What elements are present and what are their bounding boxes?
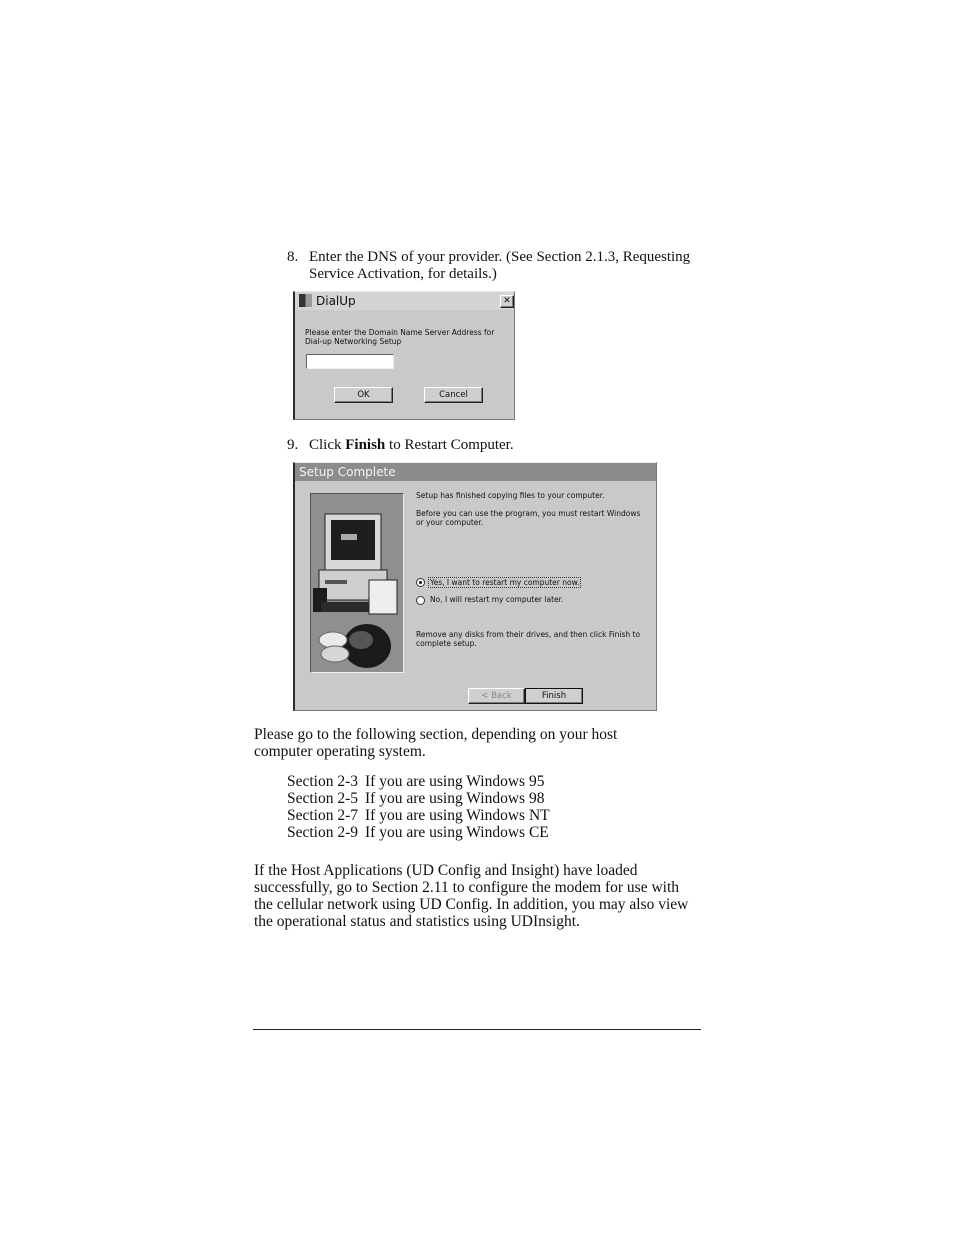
step-8 bbox=[287, 249, 707, 285]
section-row: Section 2-3 If you are using Windows 95 bbox=[287, 773, 545, 790]
back-button[interactable]: < Back bbox=[468, 688, 525, 704]
step-9 bbox=[287, 437, 707, 455]
finish-bold: Finish bbox=[345, 437, 386, 453]
computer-icon bbox=[311, 494, 403, 672]
ok-button[interactable]: OK bbox=[334, 387, 393, 403]
closing-paragraph: If the Host Applications (UD Config and Insight) have loaded successfully, go to Section 2.11 to configure the modem for use with the cellular network using UD Config. In addition, you may also view the operational status and statistics using UDInsight. bbox=[254, 862, 689, 930]
step-number: 8. bbox=[287, 249, 299, 265]
intro-paragraph: Please go to the following section, depending on your host computer operating system. bbox=[254, 726, 618, 760]
radio-yes-row[interactable] bbox=[416, 577, 656, 588]
close-icon: ✕ bbox=[503, 296, 511, 306]
cancel-button[interactable]: Cancel bbox=[424, 387, 483, 403]
footer-rule bbox=[253, 1029, 701, 1030]
finish-button[interactable]: Finish bbox=[525, 688, 583, 704]
setup-line-1: Setup has finished copying files to your computer. bbox=[416, 491, 605, 500]
setup-complete-dialog bbox=[293, 462, 657, 711]
step-number: 9. bbox=[287, 437, 299, 453]
dns-input[interactable] bbox=[306, 354, 394, 369]
app-icon bbox=[299, 294, 312, 307]
section-row: Section 2-9 If you are using Windows CE bbox=[287, 824, 549, 841]
section-row: Section 2-5 If you are using Windows 98 bbox=[287, 790, 545, 807]
setup-line-2: Before you can use the program, you must restart Windows or your computer. bbox=[416, 509, 641, 527]
radio-no-row[interactable] bbox=[416, 595, 656, 606]
step-text: Click Finish to Restart Computer. bbox=[309, 437, 514, 453]
dialog-title: Setup Complete bbox=[299, 465, 396, 479]
dialog-title: DialUp bbox=[316, 294, 356, 308]
dialup-dialog bbox=[293, 291, 515, 420]
section-row: Section 2-7 If you are using Windows NT bbox=[287, 807, 550, 824]
radio-no[interactable] bbox=[416, 596, 425, 605]
setup-illustration bbox=[310, 493, 404, 673]
setup-titlebar bbox=[295, 463, 656, 481]
setup-line-3: Remove any disks from their drives, and then click Finish to complete setup. bbox=[416, 630, 641, 648]
dns-prompt: Please enter the Domain Name Server Address for Dial-up Networking Setup bbox=[305, 328, 495, 346]
radio-yes[interactable] bbox=[416, 578, 425, 587]
close-button[interactable] bbox=[500, 295, 514, 308]
radio-yes-label: Yes, I want to restart my computer now. bbox=[430, 578, 580, 587]
dialup-titlebar bbox=[295, 292, 514, 310]
step-text: Enter the DNS of your provider. (See Section 2.1.3, Requesting Service Activation, for details.) bbox=[309, 249, 691, 282]
radio-no-label: No, I will restart my computer later. bbox=[430, 595, 564, 604]
